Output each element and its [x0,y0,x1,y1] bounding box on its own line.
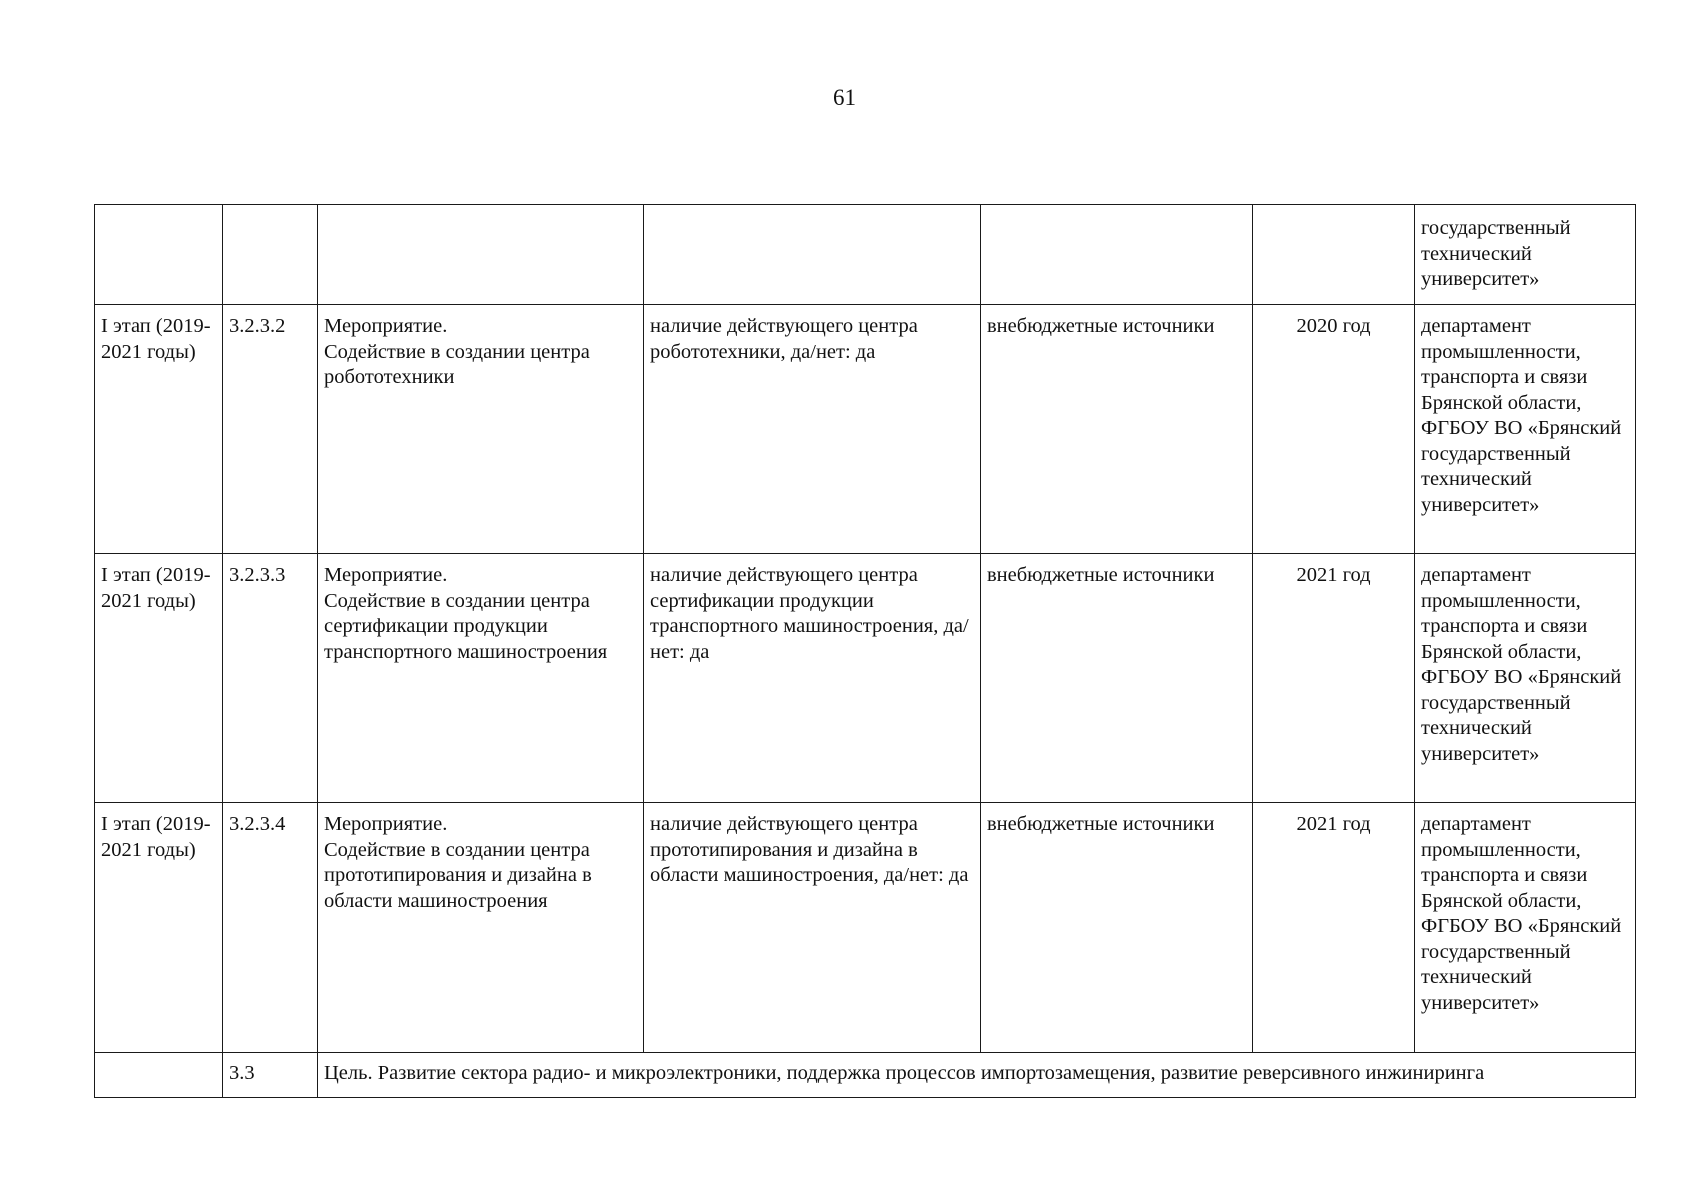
measure-cell: Мероприятие. Содействие в создании центра прототипирования и дизайна в области машиностроения [318,803,644,1053]
year-cell: 2020 год [1253,305,1415,554]
code-cell: 3.2.3.4 [223,803,318,1053]
measure-cell [318,205,644,305]
stage-cell [95,1053,223,1098]
indicator-cell: наличие действующего центра прототипирования и дизайна в области машиностроения, да/нет: да [644,803,981,1053]
source-cell: внебюджетные источники [981,305,1253,554]
table-row [95,554,1636,803]
year-cell: 2021 год [1253,803,1415,1053]
measure-cell: Мероприятие. Содействие в создании центра робототехники [318,305,644,554]
responsible-cell: департамент промышленности, транспорта и связи Брянской области, ФГБОУ ВО «Брянский государственный технический университет» [1415,554,1636,803]
source-cell: внебюджетные источники [981,554,1253,803]
indicator-cell: наличие действующего центра робототехники, да/нет: да [644,305,981,554]
code-cell [223,205,318,305]
goal-row [95,1053,1636,1098]
page-number: 61 [833,85,856,110]
goal-text: Цель. Развитие сектора радио- и микроэлектроники, поддержка процессов импортозамещения, развитие реверсивного инжиниринга [324,1062,1485,1084]
code-cell: 3.2.3.2 [223,305,318,554]
goal-code-cell: 3.3 [223,1053,318,1098]
stage-cell: I этап (2019-2021 годы) [95,803,223,1053]
source-cell: внебюджетные источники [981,803,1253,1053]
measures-table [94,204,1636,1098]
stage-cell: I этап (2019-2021 годы) [95,554,223,803]
responsible-cell: департамент промышленности, транспорта и связи Брянской области, ФГБОУ ВО «Брянский государственный технический университет» [1415,803,1636,1053]
responsible-cell: государственный технический университет» [1415,205,1636,305]
source-cell [981,205,1253,305]
year-cell: 2021 год [1253,554,1415,803]
code-cell: 3.2.3.3 [223,554,318,803]
table-row-continuation [95,205,1636,305]
responsible-cell: департамент промышленности, транспорта и связи Брянской области, ФГБОУ ВО «Брянский государственный технический университет» [1415,305,1636,554]
year-cell [1253,205,1415,305]
stage-cell [95,205,223,305]
table-row [95,803,1636,1053]
indicator-cell [644,205,981,305]
table-row [95,305,1636,554]
indicator-cell: наличие действующего центра сертификации продукции транспортного машиностроения, да/нет: да [644,554,981,803]
stage-cell: I этап (2019-2021 годы) [95,305,223,554]
goal-text-cell [318,1053,1636,1098]
measure-cell: Мероприятие. Содействие в создании центра сертификации продукции транспортного машиностроения [318,554,644,803]
